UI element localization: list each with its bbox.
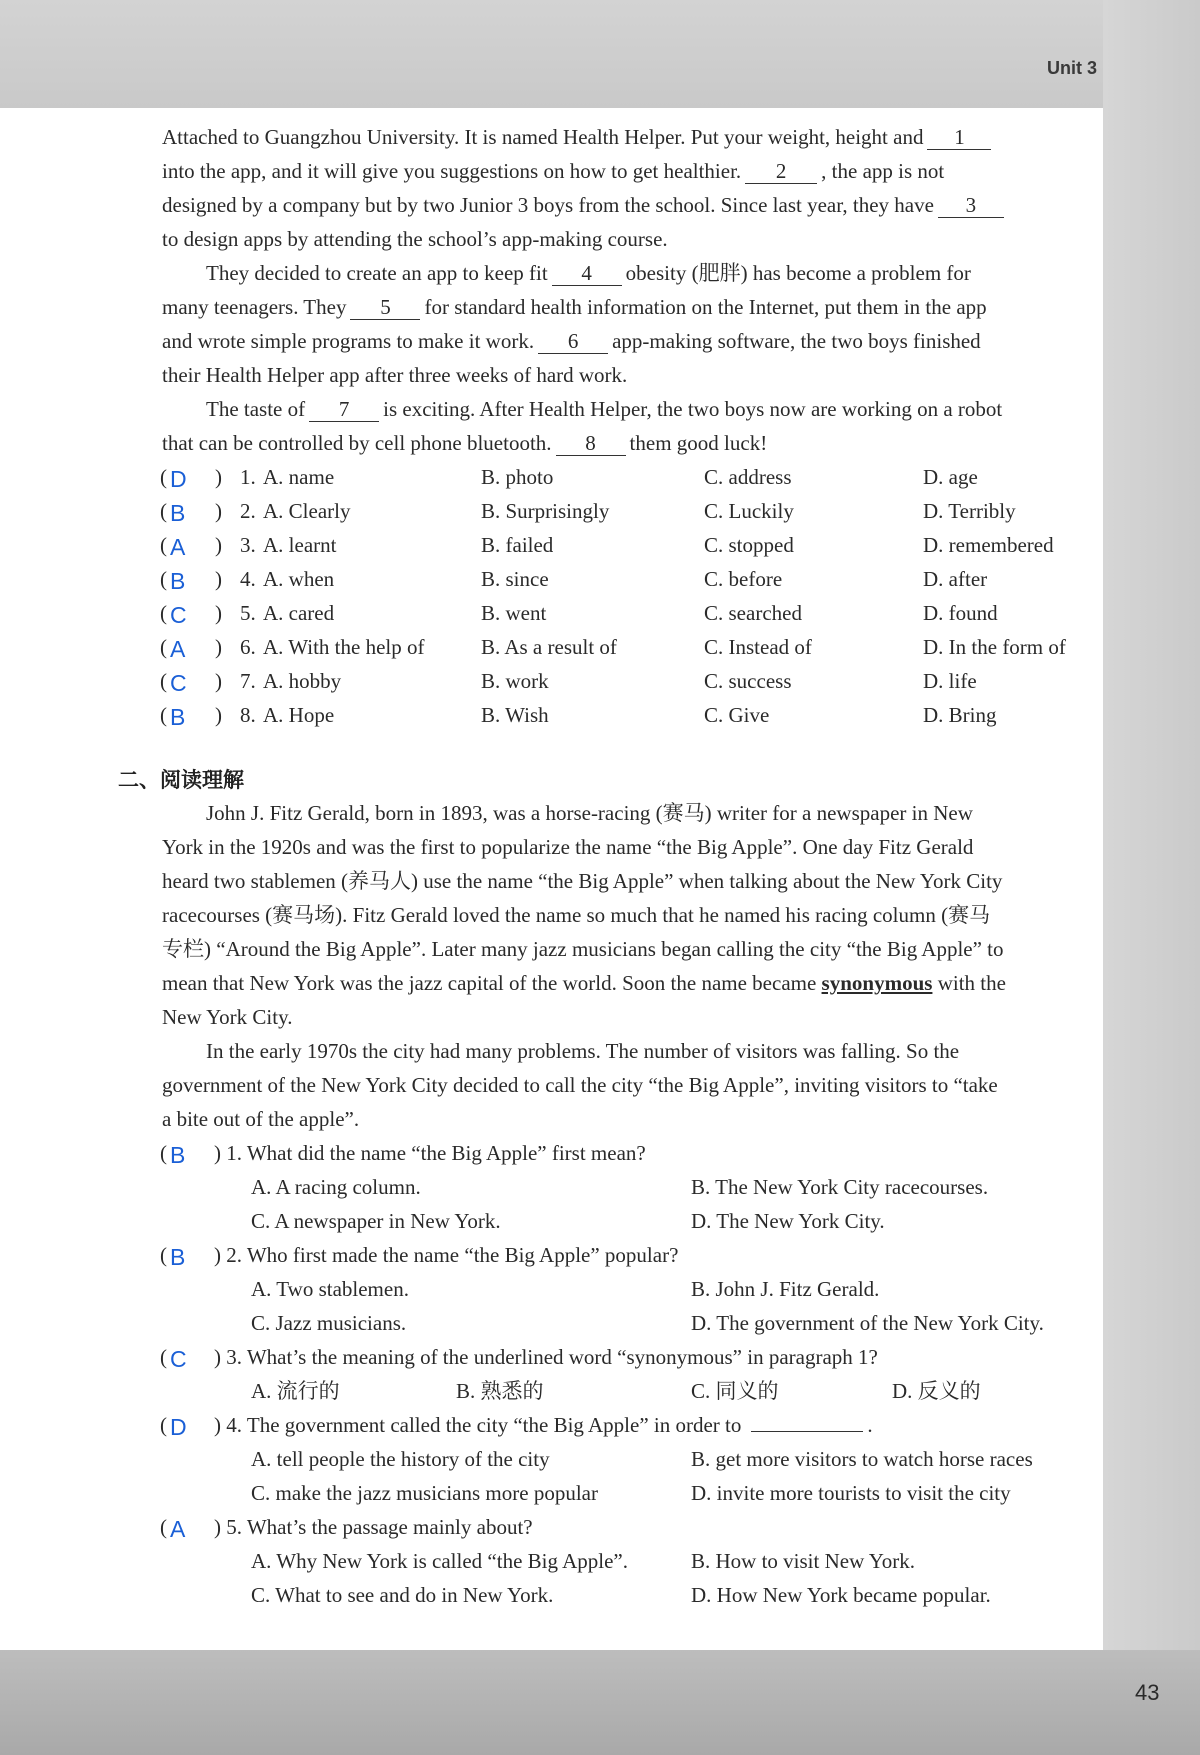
question-paren-open: ( [160,1243,167,1267]
answer-mark: A [170,534,186,560]
cloze-line: Attached to Guangzhou University. It is named Health Helper. Put your weight, height and 1 [162,122,995,152]
question-text: ) 4. The government called the city “the Big Apple” in order to . [214,1413,873,1437]
question-number: 8. [240,703,256,727]
option-a: A. 流行的 [251,1379,340,1403]
option-b: B. As a result of [481,635,617,659]
cloze-blank: 4 [552,261,622,286]
question-paren-open: ( [160,533,167,557]
cloze-line: designed by a company but by two Junior 3 boys from the school. Since last year, they have 3 [162,190,1008,220]
question-paren-open: ( [160,601,167,625]
question-number: 5. [240,601,256,625]
question-paren-open: ( [160,669,167,693]
option-b: B. work [481,669,549,693]
question-paren-close: ) [215,499,222,523]
paragraph-line: New York City. [162,1005,293,1029]
question-number: 1. [240,465,256,489]
cloze-line: The taste of 7 is exciting. After Health Helper, the two boys now are working on a robot [206,397,1003,421]
option-c: C. A newspaper in New York. [251,1209,501,1233]
page-number: 43 [1135,1680,1160,1705]
option-a: A. learnt [263,533,337,557]
option-c: C. What to see and do in New York. [251,1583,554,1607]
question-paren-close: ) [215,567,222,591]
question-paren-open: ( [160,465,167,489]
option-b: B. John J. Fitz Gerald. [691,1277,880,1301]
cloze-line: their Health Helper app after three weeks of hard work. [162,363,628,387]
answer-blank [751,1431,863,1432]
cloze-blank: 1 [927,125,991,150]
option-c: C. address [704,465,792,489]
option-d: D. 反义的 [892,1379,981,1403]
paragraph-line: 专栏) “Around the Big Apple”. Later many jazz musicians began calling the city “the Big Apple” to [162,937,1004,961]
option-a: A. Clearly [263,499,351,523]
option-b: B. get more visitors to watch horse races [691,1447,1033,1471]
answer-mark: B [170,568,186,594]
answer-mark: D [170,1414,187,1440]
answer-mark: C [170,1346,187,1372]
question-paren-open: ( [160,499,167,523]
paragraph-line: heard two stablemen (养马人) use the name “the Big Apple” when talking about the New York City [162,869,1003,893]
option-b: B. Wish [481,703,549,727]
paragraph-line: racecourses (赛马场). Fitz Gerald loved the name so much that he named his racing column (赛马 [162,903,991,927]
option-a: A. cared [263,601,335,625]
answer-mark: B [170,1142,186,1168]
cloze-line: to design apps by attending the school’s app-making course. [162,227,668,251]
cloze-line: They decided to create an app to keep fit 4 obesity (肥胖) has become a problem for [206,261,971,285]
question-paren-close: ) [215,601,222,625]
paragraph-line: John J. Fitz Gerald, born in 1893, was a horse-racing (赛马) writer for a newspaper in New [206,801,973,825]
option-c: C. make the jazz musicians more popular [251,1481,598,1505]
question-text: ) 1. What did the name “the Big Apple” first mean? [214,1141,646,1165]
cloze-line: and wrote simple programs to make it work. 6 app-making software, the two boys finished [162,329,981,353]
question-paren-open: ( [160,1141,167,1165]
option-d: D. found [923,601,998,625]
option-a: A. A racing column. [251,1175,421,1199]
option-b: B. The New York City racecourses. [691,1175,989,1199]
question-paren-close: ) [215,533,222,557]
option-a: A. name [263,465,335,489]
page-bottom-margin [0,1650,1200,1755]
answer-mark: B [170,704,186,730]
question-paren-open: ( [160,635,167,659]
option-c: C. before [704,567,783,591]
paragraph-line: mean that New York was the jazz capital of the world. Soon the name became synonymous with the [162,971,1006,995]
question-number: 2. [240,499,256,523]
cloze-line: that can be controlled by cell phone bluetooth. 8 them good luck! [162,431,768,455]
question-paren-open: ( [160,703,167,727]
cloze-blank: 7 [309,397,379,422]
question-paren-open: ( [160,1515,167,1539]
option-c: C. 同义的 [691,1379,779,1403]
question-paren-open: ( [160,567,167,591]
option-d: D. life [923,669,977,693]
option-c: C. searched [704,601,802,625]
question-text: ) 5. What’s the passage mainly about? [214,1515,533,1539]
option-c: C. success [704,669,792,693]
option-d: D. Terribly [923,499,1016,523]
paragraph-line: In the early 1970s the city had many problems. The number of visitors was falling. So the [206,1039,960,1063]
option-b: B. photo [481,465,554,489]
option-c: C. Give [704,703,770,727]
option-a: A. Why New York is called “the Big Apple”. [251,1549,628,1573]
answer-mark: D [170,466,187,492]
answer-mark: B [170,1244,186,1270]
question-paren-close: ) [215,669,222,693]
option-b: B. went [481,601,547,625]
unit-label: Unit 3 [1047,58,1098,78]
question-paren-close: ) [215,635,222,659]
option-b: B. 熟悉的 [456,1379,544,1403]
cloze-blank: 5 [350,295,420,320]
paragraph-line: York in the 1920s and was the first to popularize the name “the Big Apple”. One day Fitz Gerald [162,835,974,859]
answer-mark: B [170,500,186,526]
option-a: A. Two stablemen. [251,1277,409,1301]
option-d: D. age [923,465,978,489]
question-paren-close: ) [215,465,222,489]
period: . [867,1413,873,1437]
answer-mark: C [170,670,187,696]
option-b: B. failed [481,533,554,557]
option-b: B. How to visit New York. [691,1549,916,1573]
page-right-margin [1103,0,1200,1755]
option-a: A. With the help of [263,635,425,659]
question-paren-close: ) [215,703,222,727]
option-a: A. Hope [263,703,335,727]
option-b: B. since [481,567,549,591]
cloze-line: many teenagers. They 5 for standard health information on the Internet, put them in the app [162,295,987,319]
option-a: A. hobby [263,669,342,693]
question-text: ) 3. What’s the meaning of the underlined word “synonymous” in paragraph 1? [214,1345,878,1369]
option-a: A. tell people the history of the city [251,1447,550,1471]
question-number: 4. [240,567,256,591]
option-c: C. Luckily [704,499,794,523]
question-paren-open: ( [160,1413,167,1437]
question-paren-open: ( [160,1345,167,1369]
option-d: D. remembered [923,533,1054,557]
cloze-line: into the app, and it will give you suggestions on how to get healthier. 2 , the app is not [162,159,945,183]
option-a: A. when [263,567,335,591]
answer-mark: A [170,636,186,662]
answer-mark: A [170,1516,186,1542]
cloze-blank: 6 [538,329,608,354]
cloze-blank: 3 [938,193,1004,218]
option-c: C. Instead of [704,635,812,659]
option-d: D. The government of the New York City. [691,1311,1044,1335]
page-top-margin [0,0,1200,108]
question-number: 3. [240,533,256,557]
paragraph-line: a bite out of the apple”. [162,1107,360,1131]
option-d: D. after [923,567,988,591]
option-d: D. invite more tourists to visit the city [691,1481,1011,1505]
option-c: C. Jazz musicians. [251,1311,407,1335]
option-c: C. stopped [704,533,794,557]
option-b: B. Surprisingly [481,499,610,523]
question-text: ) 2. Who first made the name “the Big Apple” popular? [214,1243,679,1267]
question-number: 6. [240,635,256,659]
section-title: 二、阅读理解 [118,768,244,792]
option-d: D. The New York City. [691,1209,885,1233]
option-d: D. In the form of [923,635,1066,659]
cloze-blank: 2 [745,159,817,184]
option-d: D. Bring [923,703,997,727]
option-d: D. How New York became popular. [691,1583,991,1607]
question-number: 7. [240,669,256,693]
answer-mark: C [170,602,187,628]
underlined-word: synonymous [821,971,933,995]
cloze-blank: 8 [556,431,626,456]
paragraph-line: government of the New York City decided to call the city “the Big Apple”, inviting visitors to “take [162,1073,998,1097]
